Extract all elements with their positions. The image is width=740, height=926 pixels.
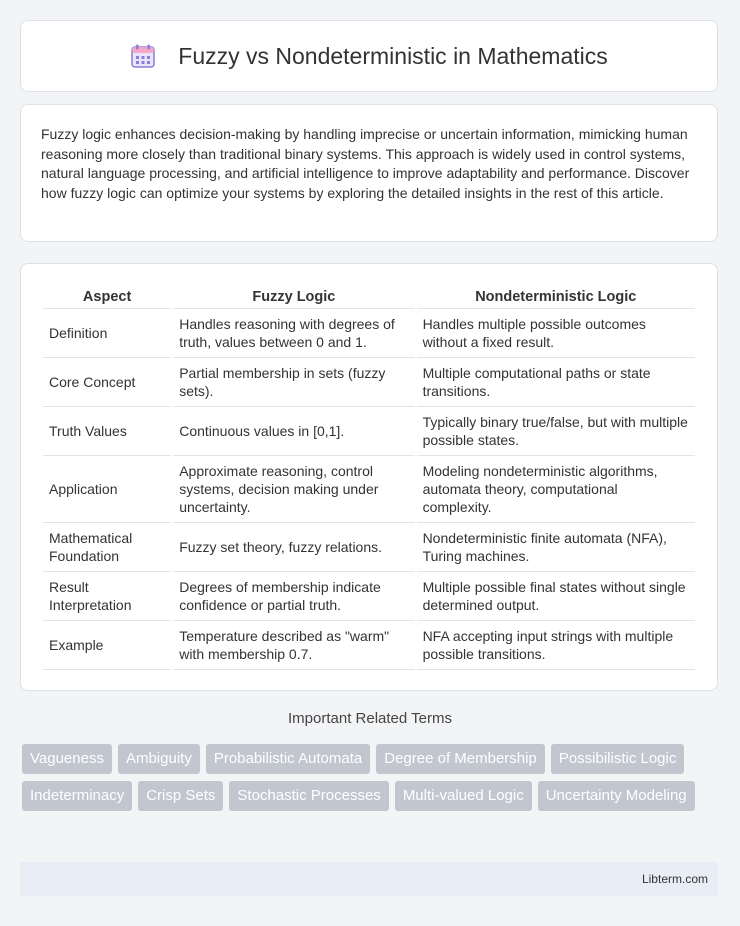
cell-nondeterministic: Modeling nondeterministic algorithms, automata theory, computational complexity.	[417, 456, 695, 523]
header-fuzzy-logic: Fuzzy Logic	[173, 284, 414, 309]
table-row	[43, 456, 695, 523]
cell-nondeterministic: Handles multiple possible outcomes without a fixed result.	[417, 309, 695, 358]
cell-aspect: Core Concept	[43, 358, 171, 407]
cell-aspect: Result Interpretation	[43, 572, 171, 621]
comparison-table	[41, 284, 697, 670]
cell-nondeterministic: NFA accepting input strings with multiple possible transitions.	[417, 621, 695, 670]
term-tag[interactable]: Vagueness	[22, 744, 112, 774]
cell-nondeterministic: Typically binary true/false, but with multiple possible states.	[417, 407, 695, 456]
term-tag[interactable]: Indeterminacy	[22, 781, 132, 811]
cell-fuzzy: Continuous values in [0,1].	[173, 407, 414, 456]
cell-nondeterministic: Multiple possible final states without single determined output.	[417, 572, 695, 621]
page-title: Fuzzy vs Nondeterministic in Mathematics	[178, 42, 608, 69]
cell-aspect: Application	[43, 456, 171, 523]
cell-fuzzy: Partial membership in sets (fuzzy sets).	[173, 358, 414, 407]
table-row	[43, 523, 695, 572]
footer	[20, 862, 718, 896]
term-tag[interactable]: Stochastic Processes	[229, 781, 388, 811]
cell-nondeterministic: Multiple computational paths or state transitions.	[417, 358, 695, 407]
related-terms-list	[22, 744, 722, 811]
cell-fuzzy: Temperature described as "warm" with membership 0.7.	[173, 621, 414, 670]
table-row	[43, 358, 695, 407]
footer-site-link[interactable]: Libterm.com	[641, 872, 708, 886]
term-tag[interactable]: Multi-valued Logic	[395, 781, 532, 811]
table-header-row	[43, 284, 695, 309]
header-aspect: Aspect	[43, 284, 171, 309]
cell-aspect: Definition	[43, 309, 171, 358]
cell-aspect: Example	[43, 621, 171, 670]
table-row	[43, 309, 695, 358]
table-row	[43, 621, 695, 670]
cell-fuzzy: Approximate reasoning, control systems, decision making under uncertainty.	[173, 456, 414, 523]
cell-fuzzy: Handles reasoning with degrees of truth, values between 0 and 1.	[173, 309, 414, 358]
table-row	[43, 407, 695, 456]
comparison-table-card	[20, 263, 718, 691]
term-tag[interactable]: Uncertainty Modeling	[538, 781, 695, 811]
term-tag[interactable]: Degree of Membership	[376, 744, 545, 774]
term-tag[interactable]: Crisp Sets	[138, 781, 223, 811]
cell-nondeterministic: Nondeterministic finite automata (NFA), Turing machines.	[417, 523, 695, 572]
page-header	[20, 20, 718, 92]
header-nondeterministic-logic: Nondeterministic Logic	[417, 284, 695, 309]
related-terms-title: Important Related Terms	[288, 710, 452, 727]
cell-fuzzy: Degrees of membership indicate confidence or partial truth.	[173, 572, 414, 621]
term-tag[interactable]: Ambiguity	[118, 744, 200, 774]
intro-paragraph: Fuzzy logic enhances decision-making by handling imprecise or uncertain information, mimicking human reasoning more closely than traditional binary systems. This approach is widely used in control systems, natural language processing, and artificial intelligence to improve adaptability and performance. Discover how fuzzy logic can optimize your systems by exploring the detailed insights in the rest of this article.	[20, 104, 718, 242]
cell-aspect: Truth Values	[43, 407, 171, 456]
cell-aspect: Mathematical Foundation	[43, 523, 171, 572]
table-row	[43, 572, 695, 621]
term-tag[interactable]: Probabilistic Automata	[206, 744, 370, 774]
term-tag[interactable]: Possibilistic Logic	[551, 744, 685, 774]
cell-fuzzy: Fuzzy set theory, fuzzy relations.	[173, 523, 414, 572]
calendar-icon	[130, 43, 156, 69]
